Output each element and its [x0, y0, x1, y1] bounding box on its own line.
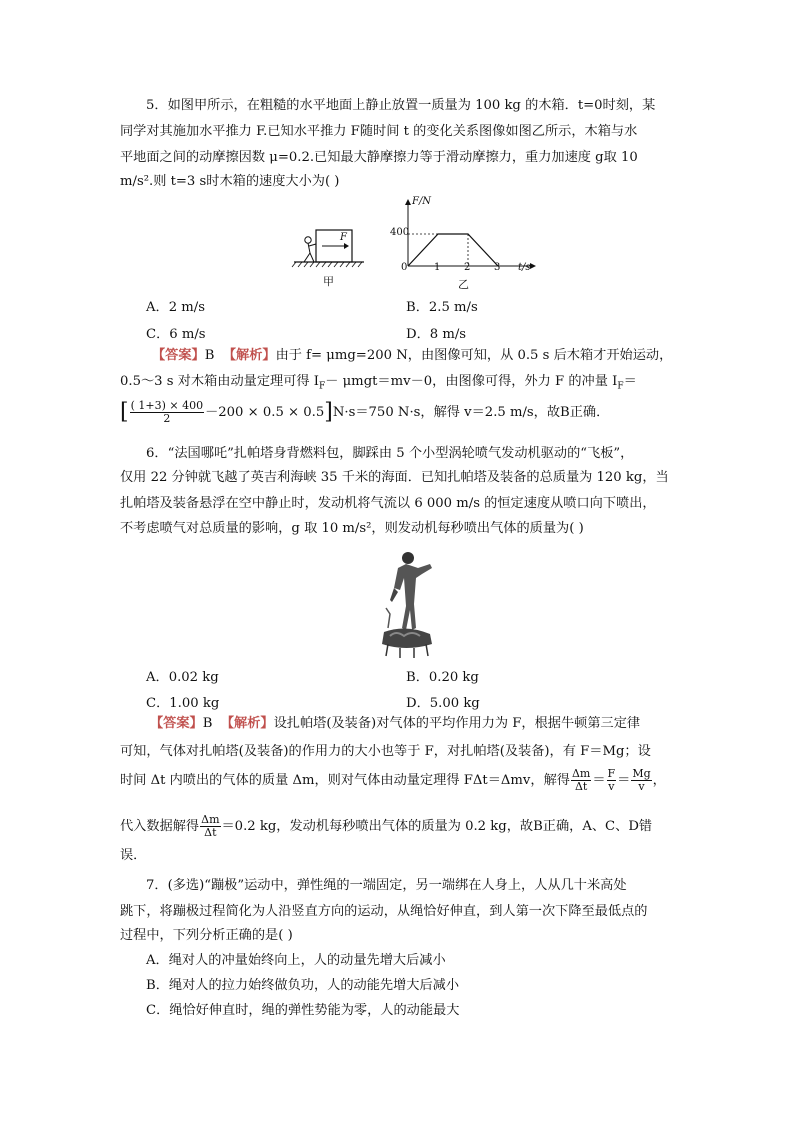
q5-exp-3b: N·s＝750 N·s，解得 v＝2.5 m/s，故B正确． — [332, 405, 610, 420]
q6-frac-2 — [607, 768, 617, 793]
explanation-tag: 【解析】 — [222, 348, 276, 363]
frac-den: Δt — [574, 780, 588, 793]
frac-num: Δm — [201, 813, 220, 826]
q6-answer-line — [150, 714, 640, 734]
q6-line-4: 不考虑喷气对总质量的影响，g 取 10 m/s²，则发动机每秒喷出气体的质量为( ) — [120, 521, 584, 536]
q5-exp-line-3: [ $\frac{( 1+3) \times 400}{2}$ －200 × 0.5 × 0.5]N·s＝750 N·s，解得 v＝2.5 m/s，故B正确． — [120, 399, 610, 425]
q6-exp-line-4 — [120, 812, 652, 842]
frac-num: F — [607, 767, 616, 780]
q6-option-b[interactable]: B．0.20 kg — [406, 670, 479, 685]
graph-tick-3: 3 — [494, 262, 501, 273]
flyboard-person-illustration — [376, 548, 436, 658]
q5-line-3: 平地面之间的动摩擦因数 μ=0.2.已知最大静摩擦力等于滑动摩擦力，重力加速度 g取 10 — [120, 150, 638, 165]
q5-option-a[interactable]: A．2 m/s — [146, 300, 206, 315]
graph-origin: 0 — [401, 262, 408, 273]
q6-line-3: 扎帕塔及装备悬浮在空中静止时，发动机将气流以 6 000 m/s 的恒定速度从喷口向下喷出， — [120, 496, 656, 511]
q5-exp-3: －200 × 0.5 × 0.5 — [205, 405, 325, 420]
q6-exp-4a: 代入数据解得 — [120, 819, 200, 834]
frac-den: Δt — [204, 826, 217, 839]
q5-line-1: 5．如图甲所示，在粗糙的水平地面上静止放置一质量为 100 kg 的木箱．t=0时刻，某 — [146, 98, 656, 113]
q6-frac-3 — [631, 768, 651, 793]
q6-exp-line-3: 时间 Δt 内喷出的气体的质量 Δm，则对气体由动量定理得 FΔt＝Δmv，解得 $\frac{\Delta m}{\Delta t}$ ＝ $\frac{F}{v}$ ＝ $\frac{Mg}{v}$ ， — [120, 767, 666, 793]
frac-den: v — [608, 780, 615, 793]
graph-tick-400: 400 — [390, 227, 410, 238]
q7-option-c[interactable]: C．绳恰好伸直时，绳的弹性势能为零，人的动能最大 — [146, 1003, 460, 1018]
graph-ylabel: F/N — [412, 196, 432, 207]
q5-fraction — [130, 400, 205, 425]
q6-option-c[interactable]: C．1.00 kg — [146, 696, 220, 711]
answer-value: B — [202, 716, 213, 731]
q6-exp-line-5: 误． — [120, 848, 147, 863]
frac-den: 2 — [163, 412, 171, 425]
q5-option-b[interactable]: B．2.5 m/s — [406, 300, 478, 315]
graph-caption: 乙 — [458, 278, 469, 291]
q5-exp-line-2 — [120, 372, 637, 397]
answer-tag: 【答案】 — [152, 348, 205, 363]
answer-value: B — [204, 348, 215, 363]
graph-tick-2: 2 — [464, 262, 471, 273]
q5-exp-2-sub: F — [318, 381, 326, 392]
q6-line-2: 仅用 22 分钟就飞越了英吉利海峡 35 千米的海面．已知扎帕塔及装备的总质量为 120 kg，当 — [120, 470, 669, 485]
q7-line-3: 过程中，下列分析正确的是( ) — [120, 928, 293, 943]
q6-exp-line-2: 可知，气体对扎帕塔(及装备)的作用力的大小也等于 F，对扎帕塔(及装备)，有 F＝Mg；设 — [120, 744, 651, 759]
q6-line-1: 6．“法国哪吒”扎帕塔身背燃料包，脚踩由 5 个小型涡轮喷气发动机驱动的“飞板”， — [146, 446, 634, 461]
q5-exp-2a: 0.5～3 s 对木箱由动量定理可得 I — [120, 374, 319, 389]
q6-frac-1 — [571, 768, 591, 793]
q5-line-4: m/s².则 t=3 s时木箱的速度大小为( ) — [120, 174, 340, 189]
answer-tag: 【答案】 — [150, 716, 203, 731]
q5-option-c[interactable]: C．6 m/s — [146, 327, 206, 342]
q6-option-a[interactable]: A．0.02 kg — [146, 670, 219, 685]
q5-exp-2-sub2: F — [617, 381, 624, 392]
q5-answer-line — [152, 346, 672, 366]
q6-option-d[interactable]: D．5.00 kg — [406, 696, 480, 711]
force-series-line — [408, 234, 498, 266]
q5-force-label: F — [340, 232, 347, 243]
explanation-tag: 【解析】 — [220, 716, 274, 731]
q5-exp-1: 由于 f= μmg=200 N，由图像可知，从 0.5 s 后木箱才开始运动， — [275, 348, 673, 363]
frac-num: Δm — [571, 767, 591, 780]
frac-den: v — [638, 780, 645, 793]
q7-line-2: 跳下，将蹦极过程简化为人沿竖直方向的运动，从绳恰好伸直，到人第一次下降至最低点的 — [120, 904, 648, 919]
frac-num: ( 1+3) × 400 — [130, 399, 204, 412]
frac-num: Mg — [632, 767, 651, 780]
q6-frac-4 — [200, 814, 220, 839]
q5-figure-jia-caption: 甲 — [323, 275, 334, 288]
q7-option-b[interactable]: B．绳对人的拉力始终做负功，人的动能先增大后减小 — [146, 978, 460, 993]
q7-line-1: 7．(多选)“蹦极”运动中，弹性绳的一端固定，另一端绑在人身上，人从几十米高处 — [146, 878, 627, 893]
q6-exp-4b: ＝0.2 kg，发动机每秒喷出气体的质量为 0.2 kg，故B正确，A、C、D错 — [221, 819, 653, 834]
q7-option-a[interactable]: A．绳对人的冲量始终向上，人的动量先增大后减小 — [146, 953, 446, 968]
q5-exp-2c: ＝ — [623, 374, 637, 389]
q5-option-d[interactable]: D．8 m/s — [406, 327, 467, 342]
q6-exp-3a: 时间 Δt 内喷出的气体的质量 Δm，则对气体由动量定理得 FΔt＝Δmv，解得 — [120, 773, 570, 788]
q5-exp-2b: － μmgt＝mv－0，由图像可得，外力 F 的冲量 I — [325, 374, 618, 389]
q6-exp-1: 设扎帕塔(及装备)对气体的平均作用力为 F，根据牛顿第三定律 — [273, 716, 641, 731]
graph-tick-1: 1 — [434, 262, 441, 273]
graph-xlabel: t/s — [518, 262, 531, 273]
q5-line-2: 同学对其施加水平推力 F.已知水平推力 F随时间 t 的变化关系图像如图乙所示，木箱与水 — [120, 124, 638, 139]
